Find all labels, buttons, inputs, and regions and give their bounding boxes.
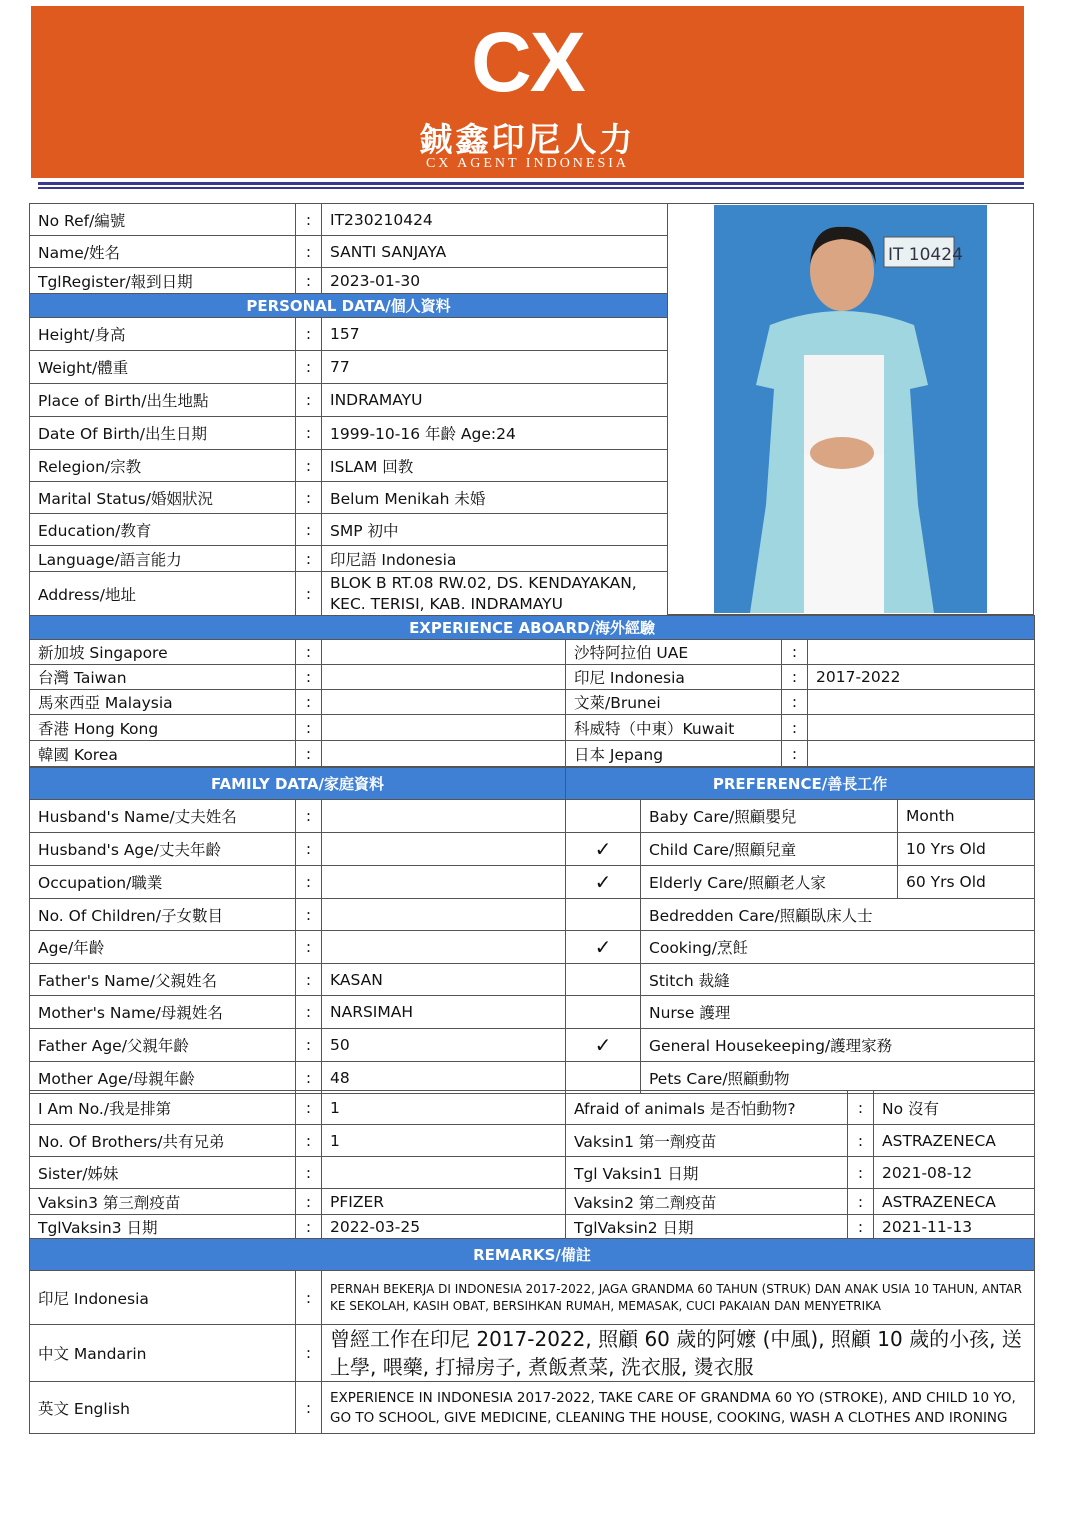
colon: : [296,833,322,866]
remark-text: 曾經工作在印尼 2017-2022, 照顧 60 歲的阿嬤 (中風), 照顧 10 歲的小孩, 送上學, 喂藥, 打掃房子, 煮飯煮菜, 洗衣服, 燙衣服 [322,1325,1035,1382]
field-value: 1999-10-16 年齡 Age:24 [322,417,668,450]
colon: : [296,417,322,450]
table-row [30,1125,1035,1157]
country-value [322,741,566,767]
field-label: Place of Birth/出生地點 [30,384,296,417]
remark-text: PERNAH BEKERJA DI INDONESIA 2017-2022, JAGA GRANDMA 60 TAHUN (STRUK) DAN ANAK USIA 10 TAHUN, ANTAR KE SEKOLAH, KASIH OBAT, BERSIHKAN RUMAH, MEMASAK, CUCI PAKAIAN DAN MENYETRIKA [322,1271,1035,1325]
preference-label: Child Care/照顧兒童 [641,833,898,866]
field-value: 印尼語 Indonesia [322,546,668,572]
remarks-title: REMARKS/備註 [30,1239,1035,1271]
personal-data-title: PERSONAL DATA/個人資料 [30,294,668,318]
colon: : [782,665,808,690]
field-value: PFIZER [322,1189,566,1215]
table-row [30,1325,1035,1382]
table-row [30,1189,1035,1215]
family-preference-table [29,767,1035,1094]
table-row [30,268,668,294]
country-value [808,690,1035,715]
country-label: 韓國 Korea [30,741,296,767]
colon: : [296,450,322,482]
field-value: KASAN [322,964,566,996]
experience-title: EXPERIENCE ABOARD/海外經驗 [30,616,1035,640]
field-label: Language/語言能力 [30,546,296,572]
colon: : [296,899,322,931]
colon: : [296,572,322,616]
applicant-photo [714,205,987,613]
field-label: I Am No./我是排第 [30,1091,296,1125]
field-value: INDRAMAYU [322,384,668,417]
preference-value: 60 Yrs Old [898,866,1035,899]
preference-title: PREFERENCE/善長工作 [566,768,1035,800]
colon: : [296,866,322,899]
table-row [30,715,1035,741]
field-label: Education/教育 [30,514,296,546]
check-icon: ✓ [566,1029,641,1062]
table-row [30,1215,1035,1239]
preference-label: Stitch 裁縫 [641,964,1035,996]
colon: : [296,1189,322,1215]
country-label: 日本 Jepang [566,741,782,767]
check-icon: ✓ [566,833,641,866]
table-row [30,899,1035,931]
header-divider [38,182,1024,185]
field-label: Height/身高 [30,318,296,351]
field-value: ISLAM 回教 [322,450,668,482]
table-row [30,1382,1035,1434]
field-label: Afraid of animals 是否怕動物? [566,1091,848,1125]
colon: : [296,690,322,715]
field-label: Date Of Birth/出生日期 [30,417,296,450]
table-row [30,640,1035,665]
colon: : [296,1382,322,1434]
check-icon: ✓ [566,866,641,899]
colon: : [296,1091,322,1125]
field-label: TglVaksin3 日期 [30,1215,296,1239]
country-label: 印尼 Indonesia [566,665,782,690]
colon: : [848,1091,874,1125]
field-value [322,931,566,964]
remark-label: 中文 Mandarin [30,1325,296,1382]
country-value [322,715,566,741]
field-value: ASTRAZENECA [874,1189,1035,1215]
field-value: 157 [322,318,668,351]
header-banner [31,6,1024,178]
field-label: Vaksin3 第三劑疫苗 [30,1189,296,1215]
colon: : [296,715,322,741]
colon: : [296,665,322,690]
colon: : [848,1215,874,1239]
field-value [322,833,566,866]
field-label: Mother's Name/母親姓名 [30,996,296,1029]
table-row [30,931,1035,964]
colon: : [848,1125,874,1157]
field-label: Husband's Name/丈夫姓名 [30,800,296,833]
colon: : [296,800,322,833]
table-row [30,572,668,616]
field-value: SANTI SANJAYA [322,236,668,268]
field-value: IT230210424 [322,204,668,236]
preference-label: Bedredden Care/照顧臥床人士 [641,899,1035,931]
remark-text: EXPERIENCE IN INDONESIA 2017-2022, TAKE CARE OF GRANDMA 60 YO (STROKE), AND CHILD 10 YO, GO TO SCHOOL, GIVE MEDICINE, CLEANING THE HOUSE, COOKING, WASH A CLOTHES AND IRONING [322,1382,1035,1434]
field-label: Weight/體重 [30,351,296,384]
field-label: Vaksin2 第二劑疫苗 [566,1189,848,1215]
country-value: 2017-2022 [808,665,1035,690]
colon: : [296,996,322,1029]
colon: : [848,1157,874,1189]
remarks-table [29,1238,1035,1434]
country-label: 沙特阿拉伯 UAE [566,640,782,665]
country-value [322,665,566,690]
colon: : [296,1215,322,1239]
family-data-title: FAMILY DATA/家庭資料 [30,768,566,800]
company-name-en: CX AGENT INDONESIA [425,156,630,171]
field-label: Father's Name/父親姓名 [30,964,296,996]
remark-label: 英文 English [30,1382,296,1434]
preference-value: Month [898,800,1035,833]
colon: : [296,546,322,572]
preference-check [566,1062,641,1094]
address-value: BLOK B RT.08 RW.02, DS. KENDAYAKAN, KEC. TERISI, KAB. INDRAMAYU [322,572,668,616]
colon: : [296,1029,322,1062]
colon: : [296,204,322,236]
field-label: No. Of Children/子女數目 [30,899,296,931]
preference-label: Elderly Care/照顧老人家 [641,866,898,899]
personal-table [29,203,668,616]
preference-label: Cooking/烹飪 [641,931,1035,964]
colon: : [296,1125,322,1157]
country-label: 香港 Hong Kong [30,715,296,741]
preference-check [566,964,641,996]
colon: : [296,318,322,351]
table-row [30,204,668,236]
field-label: TglVaksin2 日期 [566,1215,848,1239]
field-label: Name/姓名 [30,236,296,268]
country-value [322,640,566,665]
field-value: SMP 初中 [322,514,668,546]
field-value: NARSIMAH [322,996,566,1029]
field-value: No 沒有 [874,1091,1035,1125]
company-logo: CX [471,15,584,109]
field-value [322,866,566,899]
colon: : [296,351,322,384]
table-row [30,450,668,482]
colon: : [296,1157,322,1189]
colon: : [296,236,322,268]
colon: : [296,1062,322,1094]
field-value: 2021-11-13 [874,1215,1035,1239]
field-label: Tgl Vaksin1 日期 [566,1157,848,1189]
field-value: 1 [322,1125,566,1157]
table-row [30,964,1035,996]
field-label: Father Age/父親年齡 [30,1029,296,1062]
preference-check [566,996,641,1029]
company-name-cn: 鋮鑫印尼人力 [419,120,636,159]
table-row [30,1062,1035,1094]
colon: : [296,514,322,546]
table-row [30,996,1035,1029]
field-label: No Ref/編號 [30,204,296,236]
field-label: No. Of Brothers/共有兄弟 [30,1125,296,1157]
table-row [30,351,668,384]
photo-tag: IT 10424 [888,245,963,265]
field-value: 50 [322,1029,566,1062]
colon: : [782,741,808,767]
field-value: 2022-03-25 [322,1215,566,1239]
preference-value: 10 Yrs Old [898,833,1035,866]
colon: : [296,931,322,964]
table-row [30,318,668,351]
table-row [30,482,668,514]
table-row [30,1157,1035,1189]
field-label: Occupation/職業 [30,866,296,899]
field-label: Vaksin1 第一劑疫苗 [566,1125,848,1157]
preference-label: Nurse 護理 [641,996,1035,1029]
table-row [30,833,1035,866]
table-row [30,236,668,268]
field-value: 2021-08-12 [874,1157,1035,1189]
country-label: 馬來西亞 Malaysia [30,690,296,715]
table-row [30,384,668,417]
field-value: 77 [322,351,668,384]
vaccine-table [29,1090,1035,1239]
colon: : [296,640,322,665]
person-photo-icon [714,205,987,613]
table-row [30,800,1035,833]
colon: : [782,640,808,665]
colon: : [296,384,322,417]
preference-label: Baby Care/照顧嬰兒 [641,800,898,833]
country-label: 科威特（中東）Kuwait [566,715,782,741]
colon: : [782,715,808,741]
preference-check [566,800,641,833]
preference-label: General Housekeeping/護理家務 [641,1029,1035,1062]
country-label: 文萊/Brunei [566,690,782,715]
experience-table [29,615,1035,767]
table-row [30,417,668,450]
colon: : [296,1325,322,1382]
check-icon: ✓ [566,931,641,964]
field-label: Address/地址 [30,572,296,616]
field-value: 48 [322,1062,566,1094]
field-label: Sister/姊妹 [30,1157,296,1189]
colon: : [296,1271,322,1325]
field-label: Mother Age/母親年齡 [30,1062,296,1094]
table-row [30,546,668,572]
country-label: 新加坡 Singapore [30,640,296,665]
table-row [30,1091,1035,1125]
remark-label: 印尼 Indonesia [30,1271,296,1325]
table-row [30,665,1035,690]
field-value: Belum Menikah 未婚 [322,482,668,514]
country-label: 台灣 Taiwan [30,665,296,690]
colon: : [296,268,322,294]
field-value [322,1157,566,1189]
header-divider [38,187,1024,189]
field-value: 2023-01-30 [322,268,668,294]
field-value: ASTRAZENECA [874,1125,1035,1157]
country-value [322,690,566,715]
field-label: Marital Status/婚姻狀況 [30,482,296,514]
colon: : [848,1189,874,1215]
preference-check [566,899,641,931]
colon: : [296,964,322,996]
colon: : [296,741,322,767]
table-row [30,690,1035,715]
field-value [322,899,566,931]
table-row [30,514,668,546]
table-row [30,866,1035,899]
field-label: Age/年齡 [30,931,296,964]
table-row [30,1029,1035,1062]
field-label: Husband's Age/丈夫年齡 [30,833,296,866]
colon: : [782,690,808,715]
table-row [30,1271,1035,1325]
preference-label: Pets Care/照顧動物 [641,1062,1035,1094]
field-value: 1 [322,1091,566,1125]
country-value [808,640,1035,665]
country-value [808,741,1035,767]
country-value [808,715,1035,741]
field-value [322,800,566,833]
field-label: Relegion/宗教 [30,450,296,482]
colon: : [296,482,322,514]
field-label: TglRegister/報到日期 [30,268,296,294]
table-row [30,741,1035,767]
